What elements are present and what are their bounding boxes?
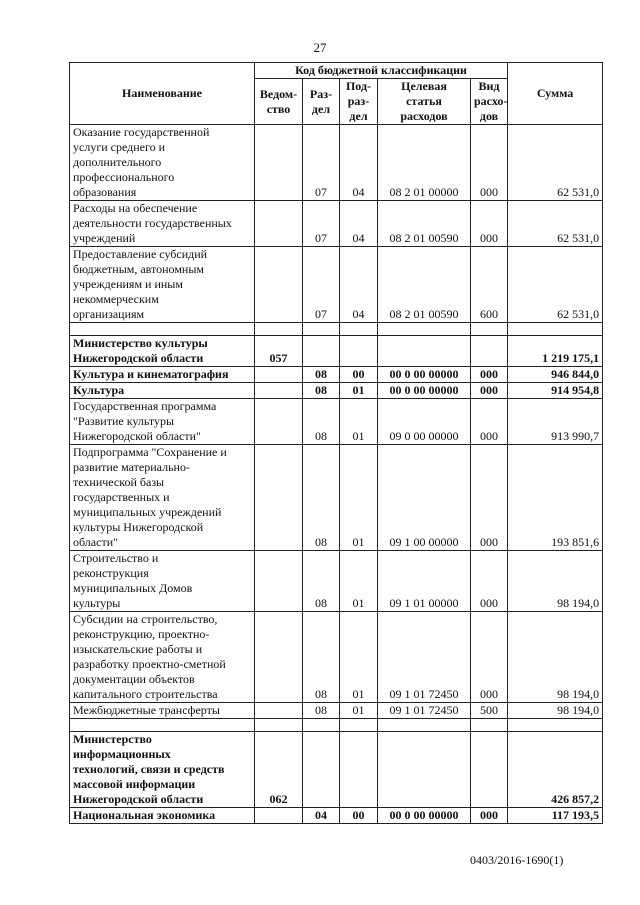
cell-sum: 1 219 175,1 bbox=[508, 336, 603, 367]
table-row bbox=[70, 383, 603, 399]
cell-name: Государственная программа "Развитие культуры Нижегородской области" bbox=[70, 399, 255, 445]
spacer-cell bbox=[340, 323, 378, 336]
cell-ved bbox=[255, 125, 303, 201]
cell-cs: 09 0 00 00000 bbox=[378, 399, 471, 445]
cell-razd: 08 bbox=[303, 445, 340, 551]
cell-razd: 08 bbox=[303, 551, 340, 612]
spacer-cell bbox=[378, 323, 471, 336]
table-row bbox=[70, 612, 603, 703]
cell-cs: 08 2 01 00000 bbox=[378, 125, 471, 201]
cell-name: Межбюджетные трансферты bbox=[70, 703, 255, 719]
header-classification-group: Код бюджетной классификации bbox=[255, 63, 508, 79]
cell-vr: 600 bbox=[471, 247, 508, 323]
cell-ved: 057 bbox=[255, 336, 303, 367]
table-row bbox=[70, 399, 603, 445]
cell-sum: 98 194,0 bbox=[508, 551, 603, 612]
cell-vr: 000 bbox=[471, 551, 508, 612]
table-row bbox=[70, 808, 603, 824]
cell-sum: 98 194,0 bbox=[508, 703, 603, 719]
cell-podr: 01 bbox=[340, 399, 378, 445]
cell-razd: 08 bbox=[303, 399, 340, 445]
table-row bbox=[70, 125, 603, 201]
cell-name: Министерство культуры Нижегородской области bbox=[70, 336, 255, 367]
cell-cs: 00 0 00 00000 bbox=[378, 808, 471, 824]
table-row bbox=[70, 247, 603, 323]
cell-podr: 00 bbox=[340, 808, 378, 824]
cell-cs: 09 1 00 00000 bbox=[378, 445, 471, 551]
cell-razd bbox=[303, 732, 340, 808]
cell-cs: 09 1 01 00000 bbox=[378, 551, 471, 612]
header-razd: Раз- дел bbox=[303, 79, 340, 125]
spacer-cell bbox=[303, 323, 340, 336]
cell-vr: 000 bbox=[471, 383, 508, 399]
cell-ved bbox=[255, 247, 303, 323]
cell-sum: 426 857,2 bbox=[508, 732, 603, 808]
cell-cs: 00 0 00 00000 bbox=[378, 383, 471, 399]
cell-name: Культура bbox=[70, 383, 255, 399]
cell-vr: 000 bbox=[471, 612, 508, 703]
spacer-row bbox=[70, 719, 603, 732]
cell-name: Субсидии на строительство, реконструкцию, проектно- изыскательские работы и разработку проектно-сметной документации объектов капитального строительства bbox=[70, 612, 255, 703]
cell-cs: 09 1 01 72450 bbox=[378, 703, 471, 719]
cell-name: Подпрограмма "Сохранение и развитие материально- технической базы государственных и муниципальных учреждений культуры Нижегородской области" bbox=[70, 445, 255, 551]
table-row bbox=[70, 445, 603, 551]
cell-sum: 62 531,0 bbox=[508, 247, 603, 323]
cell-podr: 00 bbox=[340, 367, 378, 383]
cell-razd: 07 bbox=[303, 201, 340, 247]
spacer-cell bbox=[508, 323, 603, 336]
cell-vr bbox=[471, 336, 508, 367]
cell-cs: 08 2 01 00590 bbox=[378, 201, 471, 247]
cell-vr: 000 bbox=[471, 125, 508, 201]
cell-ved bbox=[255, 383, 303, 399]
cell-name: Национальная экономика bbox=[70, 808, 255, 824]
cell-razd: 08 bbox=[303, 703, 340, 719]
cell-sum: 62 531,0 bbox=[508, 125, 603, 201]
cell-podr: 01 bbox=[340, 383, 378, 399]
cell-cs: 08 2 01 00590 bbox=[378, 247, 471, 323]
cell-name: Строительство и реконструкция муниципальных Домов культуры bbox=[70, 551, 255, 612]
cell-sum: 117 193,5 bbox=[508, 808, 603, 824]
budget-table bbox=[69, 62, 603, 824]
cell-vr: 000 bbox=[471, 399, 508, 445]
table-row bbox=[70, 551, 603, 612]
cell-ved: 062 bbox=[255, 732, 303, 808]
spacer-cell bbox=[255, 323, 303, 336]
cell-sum: 913 990,7 bbox=[508, 399, 603, 445]
cell-vr: 000 bbox=[471, 445, 508, 551]
table-body bbox=[70, 125, 603, 824]
cell-sum: 62 531,0 bbox=[508, 201, 603, 247]
spacer-cell bbox=[508, 719, 603, 732]
cell-podr: 04 bbox=[340, 201, 378, 247]
cell-podr: 04 bbox=[340, 125, 378, 201]
cell-cs bbox=[378, 336, 471, 367]
spacer-cell bbox=[70, 323, 255, 336]
cell-vr: 500 bbox=[471, 703, 508, 719]
header-sum: Сумма bbox=[508, 63, 603, 125]
spacer-row bbox=[70, 323, 603, 336]
cell-razd: 08 bbox=[303, 612, 340, 703]
cell-razd: 07 bbox=[303, 125, 340, 201]
spacer-cell bbox=[70, 719, 255, 732]
cell-razd: 08 bbox=[303, 367, 340, 383]
table-row bbox=[70, 732, 603, 808]
cell-ved bbox=[255, 808, 303, 824]
header-vr: Вид расхо- дов bbox=[471, 79, 508, 125]
spacer-cell bbox=[303, 719, 340, 732]
table-row bbox=[70, 201, 603, 247]
cell-cs: 09 1 01 72450 bbox=[378, 612, 471, 703]
spacer-cell bbox=[378, 719, 471, 732]
spacer-cell bbox=[471, 323, 508, 336]
cell-podr bbox=[340, 732, 378, 808]
cell-vr bbox=[471, 732, 508, 808]
cell-ved bbox=[255, 367, 303, 383]
cell-name: Министерство информационных технологий, связи и средств массовой информации Нижегородской области bbox=[70, 732, 255, 808]
header-podr: Под- раз- дел bbox=[340, 79, 378, 125]
cell-cs: 00 0 00 00000 bbox=[378, 367, 471, 383]
cell-sum: 946 844,0 bbox=[508, 367, 603, 383]
cell-cs bbox=[378, 732, 471, 808]
header-name: Наименование bbox=[70, 63, 255, 125]
cell-ved bbox=[255, 703, 303, 719]
cell-razd bbox=[303, 336, 340, 367]
cell-razd: 08 bbox=[303, 383, 340, 399]
document-code: 0403/2016-1690(1) bbox=[470, 853, 564, 867]
cell-ved bbox=[255, 551, 303, 612]
page-number: 27 bbox=[313, 40, 327, 55]
table-row bbox=[70, 336, 603, 367]
cell-ved bbox=[255, 399, 303, 445]
header-ved: Ведом- ство bbox=[255, 79, 303, 125]
cell-sum: 98 194,0 bbox=[508, 612, 603, 703]
cell-podr bbox=[340, 336, 378, 367]
cell-razd: 07 bbox=[303, 247, 340, 323]
cell-name: Расходы на обеспечение деятельности государственных учреждений bbox=[70, 201, 255, 247]
cell-vr: 000 bbox=[471, 808, 508, 824]
cell-razd: 04 bbox=[303, 808, 340, 824]
cell-ved bbox=[255, 201, 303, 247]
cell-podr: 01 bbox=[340, 703, 378, 719]
header-cs: Целевая статья расходов bbox=[378, 79, 471, 125]
cell-ved bbox=[255, 445, 303, 551]
spacer-cell bbox=[340, 719, 378, 732]
cell-name: Оказание государственной услуги среднего и дополнительного профессионального образования bbox=[70, 125, 255, 201]
cell-vr: 000 bbox=[471, 201, 508, 247]
spacer-cell bbox=[255, 719, 303, 732]
table-row bbox=[70, 367, 603, 383]
cell-podr: 04 bbox=[340, 247, 378, 323]
cell-podr: 01 bbox=[340, 551, 378, 612]
table-row bbox=[70, 703, 603, 719]
cell-ved bbox=[255, 612, 303, 703]
spacer-cell bbox=[471, 719, 508, 732]
cell-name: Предоставление субсидий бюджетным, автономным учреждениям и иным некоммерческим организациям bbox=[70, 247, 255, 323]
cell-vr: 000 bbox=[471, 367, 508, 383]
cell-name: Культура и кинематография bbox=[70, 367, 255, 383]
cell-sum: 193 851,6 bbox=[508, 445, 603, 551]
cell-podr: 01 bbox=[340, 612, 378, 703]
cell-sum: 914 954,8 bbox=[508, 383, 603, 399]
cell-podr: 01 bbox=[340, 445, 378, 551]
